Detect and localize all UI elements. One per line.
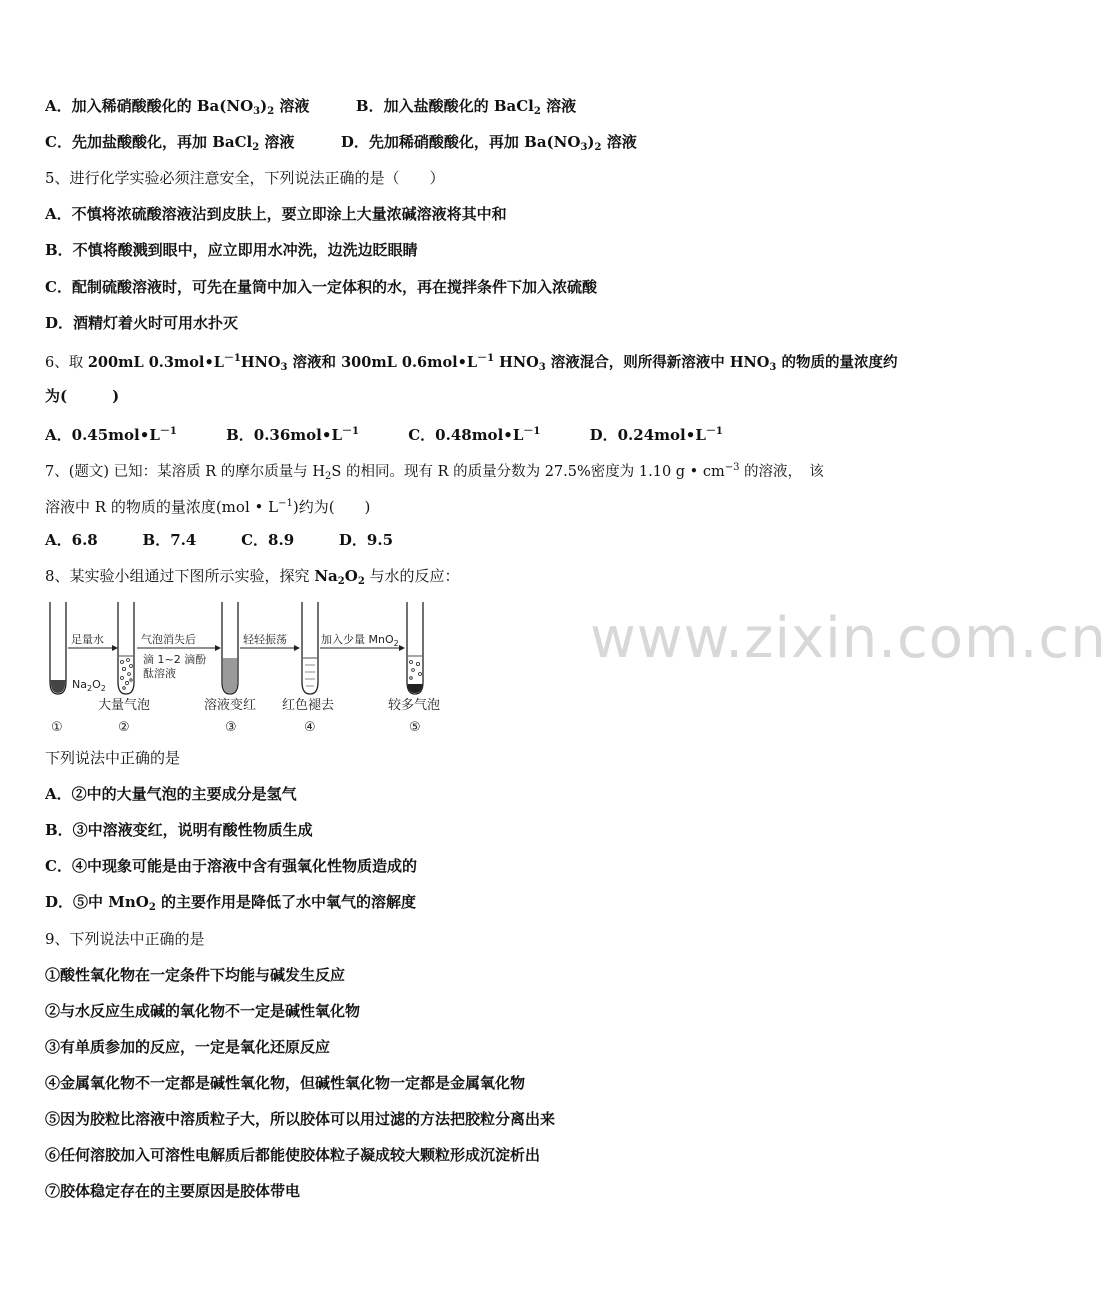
q9-item: ④金属氧化物不一定都是碱性氧化物，但碱性氧化物一定都是金属氧化物 bbox=[45, 1074, 526, 1092]
label-5: ⑤ bbox=[409, 720, 421, 735]
q7-stem: 7、(题文) 已知：某溶质 R 的摩尔质量与 $H_2S$ 的相同。现有 R 的质量分数为 27.5%密度为 1.10 g • $cm^{-3}$ 的溶液， 该 bbox=[45, 462, 824, 482]
arrow-4-label: 加入少量 MnO$_2$ bbox=[321, 633, 399, 648]
test-tube-1 bbox=[50, 602, 66, 694]
arrow-2-label-3: 酞溶液 bbox=[143, 667, 176, 680]
q6-stem: 6、取 200mL $0.3mol•L^{-1}HNO_3$ 溶液和 300mL $0.6mol•L^{-1}$ $HNO_3$ 溶液混合，则所得新溶液中 $HNO_3$ 的物质的量浓度约 bbox=[45, 353, 898, 373]
q9-item: ③有单质参加的反应，一定是氧化还原反应 bbox=[45, 1038, 331, 1056]
label-2: ② bbox=[118, 720, 130, 735]
q5-option-a: A．不慎将浓硫酸溶液沾到皮肤上，要立即涂上大量浓碱溶液将其中和 bbox=[45, 205, 507, 223]
q7-stem-line2: 溶液中 R 的物质的量浓度(mol • $L^{-1}$)约为( ) bbox=[45, 498, 371, 516]
q8-prompt: 下列说法中正确的是 bbox=[45, 749, 181, 767]
caption-5: 较多气泡 bbox=[388, 698, 441, 713]
q4-options-ab: A．加入稀硝酸酸化的 $Ba(NO_3)_2$ 溶液 B．加入盐酸酸化的 BaCl$_2$ 溶液 bbox=[45, 97, 577, 117]
q8-stem: 8、某实验小组通过下图所示实验，探究 $Na_2O_2$ 与水的反应： bbox=[45, 567, 460, 587]
q8-option-a: A．②中的大量气泡的主要成分是氢气 bbox=[45, 785, 297, 803]
q6-stem-line2: 为( ) bbox=[45, 387, 120, 405]
q9-item: ①酸性氧化物在一定条件下均能与碱发生反应 bbox=[45, 966, 346, 984]
arrow-2-label-1: 气泡消失后 bbox=[141, 633, 196, 646]
q9-stem: 9、下列说法中正确的是 bbox=[45, 930, 205, 948]
experiment-figure bbox=[40, 596, 460, 738]
q9-item: ⑥任何溶胶加入可溶性电解质后都能使胶体粒子凝成较大颗粒形成沉淀析出 bbox=[45, 1146, 541, 1164]
test-tube-3 bbox=[222, 602, 238, 694]
arrow-2-label-2: 滴 1~2 滴酚 bbox=[143, 653, 207, 666]
q7-options: A．6.8 B．7.4 C．8.9 D．9.5 bbox=[45, 531, 394, 549]
q9-item: ⑤因为胶粒比溶液中溶质粒子大，所以胶体可以用过滤的方法把胶粒分离出来 bbox=[45, 1110, 556, 1128]
label-3: ③ bbox=[225, 720, 237, 735]
q5-stem: 5、进行化学实验必须注意安全，下列说法正确的是（ ） bbox=[45, 169, 445, 187]
caption-2: 大量气泡 bbox=[98, 698, 151, 713]
q8-option-c: C．④中现象可能是由于溶液中含有强氧化性物质造成的 bbox=[45, 857, 417, 875]
test-tube-2 bbox=[118, 602, 134, 694]
q4-options-cd: C．先加盐酸酸化，再加 BaCl$_2$ 溶液 D．先加稀硝酸酸化，再加 $Ba(NO_3)_2$ 溶液 bbox=[45, 133, 637, 153]
q9-item: ②与水反应生成碱的氧化物不一定是碱性氧化物 bbox=[45, 1002, 361, 1020]
arrow-1-label: 足量水 bbox=[71, 633, 104, 646]
q5-option-b: B．不慎将酸溅到眼中，应立即用水冲洗，边洗边眨眼睛 bbox=[45, 241, 418, 259]
q9-item: ⑦胶体稳定存在的主要原因是胶体带电 bbox=[45, 1182, 301, 1200]
reagent-label: $Na_2O_2$ bbox=[72, 678, 106, 693]
q6-options: A．$0.45mol•L^{-1}$ B．$0.36mol•L^{-1}$ C．$0.48mol•L^{-1}$ D．$0.24mol•L^{-1}$ bbox=[45, 426, 723, 444]
label-1: ① bbox=[51, 720, 63, 735]
q5-option-d: D．酒精灯着火时可用水扑灭 bbox=[45, 314, 239, 332]
label-4: ④ bbox=[304, 720, 316, 735]
test-tube-4 bbox=[302, 602, 318, 694]
caption-4: 红色褪去 bbox=[282, 698, 335, 713]
q8-option-d: D．⑤中 MnO$_2$ 的主要作用是降低了水中氧气的溶解度 bbox=[45, 893, 417, 913]
q5-option-c: C．配制硫酸溶液时，可先在量筒中加入一定体积的水，再在搅拌条件下加入浓硫酸 bbox=[45, 278, 597, 296]
test-tube-5 bbox=[407, 602, 423, 694]
caption-3: 溶液变红 bbox=[204, 698, 257, 713]
q8-option-b: B．③中溶液变红，说明有酸性物质生成 bbox=[45, 821, 313, 839]
arrow-3-label: 轻轻振荡 bbox=[243, 633, 287, 646]
watermark: www.zixin.com.cn bbox=[590, 606, 1107, 671]
